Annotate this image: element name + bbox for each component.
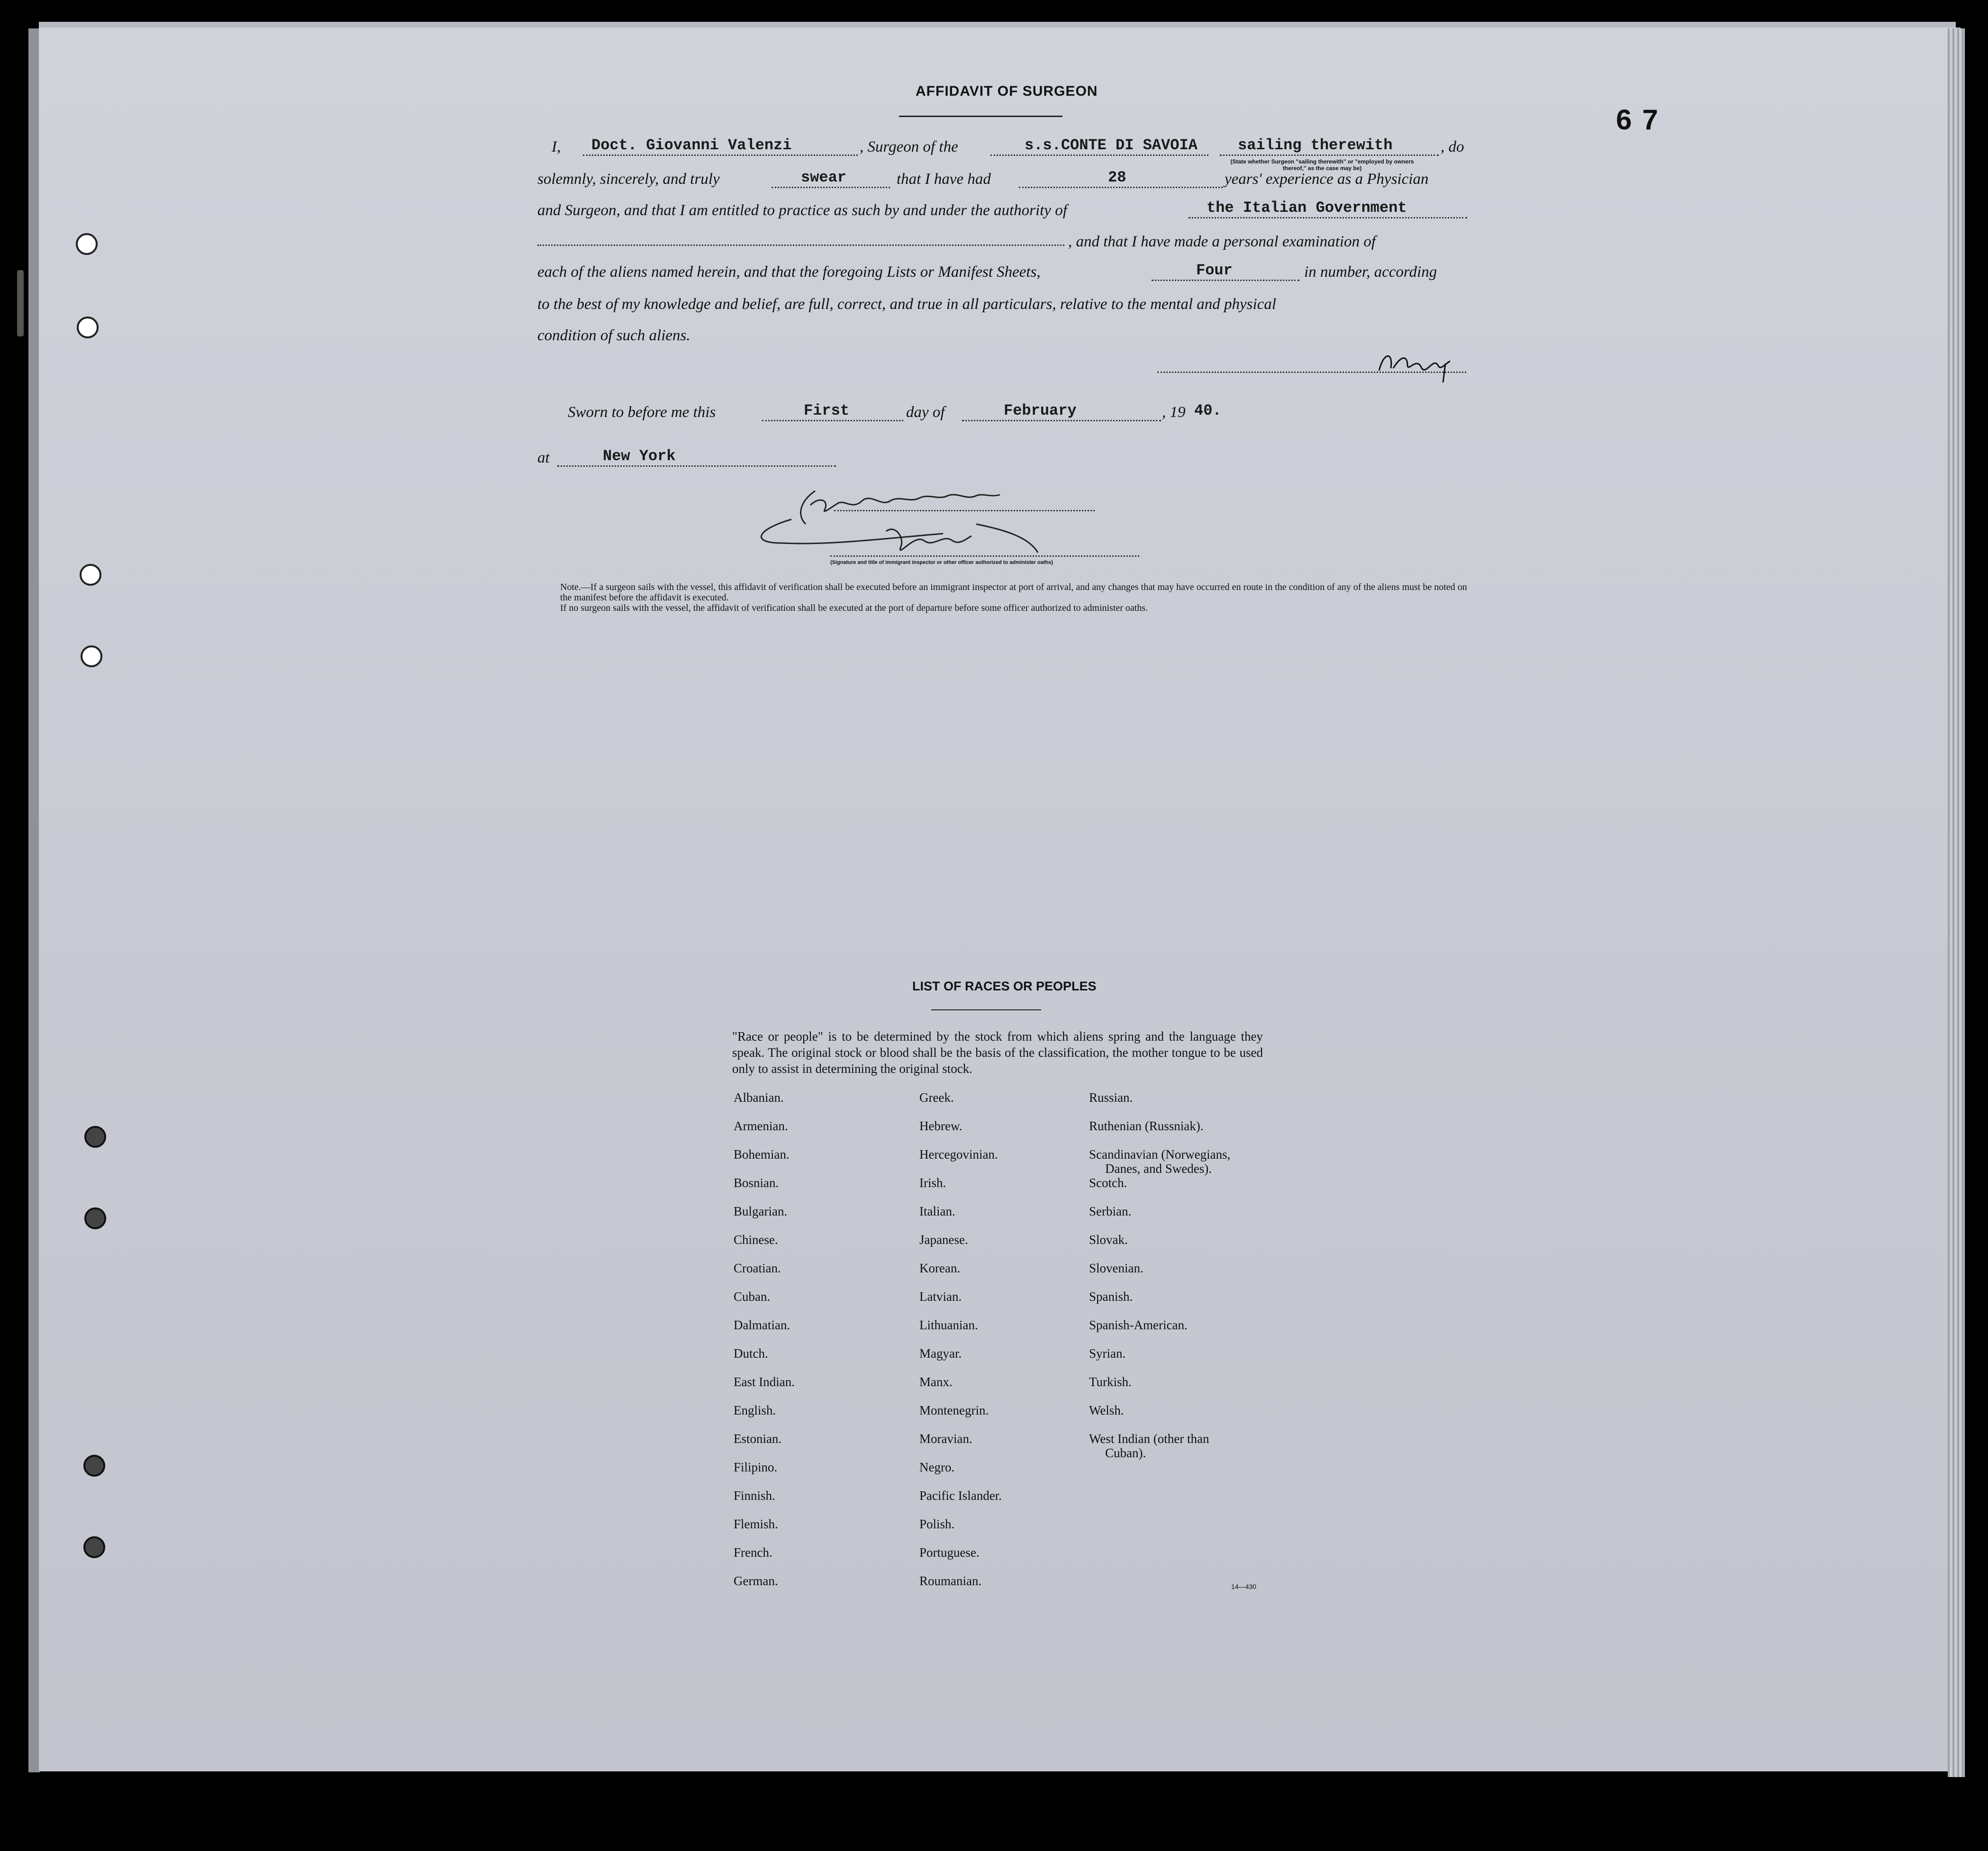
page-stack-edge bbox=[1948, 28, 1965, 1777]
race-entry: Russian. bbox=[1089, 1090, 1133, 1105]
note-paragraph: If no surgeon sails with the vessel, the affidavit of verification shall be executed at the port of departure before some officer authorized to administer oaths. bbox=[560, 603, 1148, 613]
affidavit-text: solemnly, sincerely, and truly bbox=[537, 171, 720, 188]
race-entry: Spanish-American. bbox=[1089, 1318, 1188, 1332]
blank-line bbox=[1189, 217, 1467, 218]
blank-line bbox=[537, 245, 1064, 246]
race-entry: Armenian. bbox=[734, 1119, 788, 1133]
race-entry: Slovenian. bbox=[1089, 1261, 1144, 1275]
race-entry: Polish. bbox=[919, 1517, 955, 1531]
race-entry: Filipino. bbox=[734, 1460, 778, 1474]
punch-hole bbox=[84, 1207, 106, 1229]
race-entry: Italian. bbox=[919, 1204, 955, 1218]
race-entry: Flemish. bbox=[734, 1517, 778, 1531]
race-entry: Pacific Islander. bbox=[919, 1488, 1002, 1503]
race-entry: Japanese. bbox=[919, 1233, 968, 1247]
races-intro: "Race or people" is to be determined by the stock from which aliens spring and the language they speak. The original stock or blood shall be the basis of the classification, the mother tongue to be used only to assist in determining the original stock. bbox=[732, 1029, 1263, 1076]
race-entry: Bulgarian. bbox=[734, 1204, 788, 1218]
affidavit-text: condition of such aliens. bbox=[537, 327, 690, 344]
race-entry: Negro. bbox=[919, 1460, 955, 1474]
punch-hole bbox=[77, 317, 99, 338]
race-entry: Serbian. bbox=[1089, 1204, 1132, 1218]
race-entry: Dalmatian. bbox=[734, 1318, 790, 1332]
race-entry: Spanish. bbox=[1089, 1289, 1133, 1304]
punch-hole bbox=[76, 233, 98, 255]
sworn-day: First bbox=[804, 402, 850, 419]
document-page bbox=[39, 27, 1961, 1771]
race-entry: Turkish. bbox=[1089, 1375, 1132, 1389]
race-entry: Dutch. bbox=[734, 1346, 768, 1361]
race-entry: Roumanian. bbox=[919, 1574, 982, 1588]
races-title: LIST OF RACES OR PEOPLES bbox=[912, 979, 1097, 993]
blank-line bbox=[762, 420, 903, 421]
blank-line bbox=[557, 465, 836, 467]
race-entry: Slovak. bbox=[1089, 1233, 1128, 1247]
race-entry: Irish. bbox=[919, 1176, 946, 1190]
race-entry: Danes, and Swedes). bbox=[1105, 1161, 1212, 1176]
blank-line bbox=[990, 154, 1208, 156]
official-caption: (Signature and title of immigrant inspector or other officer authorized to administer oaths) bbox=[830, 560, 1053, 565]
race-entry: Bohemian. bbox=[734, 1147, 790, 1161]
race-entry: Finnish. bbox=[734, 1488, 775, 1503]
sailing-status: sailing therewith bbox=[1238, 136, 1393, 154]
affidavit-text: , do bbox=[1441, 138, 1464, 155]
race-entry: Cuban). bbox=[1105, 1446, 1146, 1460]
punch-hole bbox=[83, 1536, 105, 1558]
race-entry: Lithuanian. bbox=[919, 1318, 978, 1332]
affidavit-text: to the best of my knowledge and belief, are full, correct, and true in all particulars, relative to the mental and physical bbox=[537, 296, 1276, 313]
affidavit-text: I, bbox=[552, 138, 561, 155]
race-entry: Bosnian. bbox=[734, 1176, 779, 1190]
race-entry: Welsh. bbox=[1089, 1403, 1124, 1417]
race-entry: Estonian. bbox=[734, 1432, 782, 1446]
race-entry: Greek. bbox=[919, 1090, 954, 1105]
official-signature bbox=[744, 481, 1123, 567]
race-entry: Magyar. bbox=[919, 1346, 962, 1361]
affidavit-note bbox=[560, 582, 1470, 613]
blank-line bbox=[1019, 187, 1223, 188]
punch-hole bbox=[84, 1126, 106, 1148]
race-entry: English. bbox=[734, 1403, 776, 1417]
race-entry: Hercegovinian. bbox=[919, 1147, 998, 1161]
race-entry: Portuguese. bbox=[919, 1545, 980, 1560]
surgeon-signature bbox=[1374, 342, 1460, 385]
race-entry: Moravian. bbox=[919, 1432, 972, 1446]
affidavit-text: day of bbox=[906, 404, 945, 421]
affidavit-text: at bbox=[537, 449, 550, 466]
race-entry: Montenegrin. bbox=[919, 1403, 989, 1417]
race-entry: Korean. bbox=[919, 1261, 961, 1275]
sworn-year: 40. bbox=[1194, 402, 1222, 419]
race-entry: Hebrew. bbox=[919, 1119, 962, 1133]
form-number: 14—430 bbox=[1231, 1583, 1256, 1590]
punch-hole bbox=[83, 1455, 105, 1477]
races-title-underline bbox=[931, 1009, 1041, 1010]
race-entry: Chinese. bbox=[734, 1233, 778, 1247]
race-entry: West Indian (other than bbox=[1089, 1432, 1209, 1446]
affidavit-text: that I have had bbox=[897, 171, 991, 188]
sheet-count: Four bbox=[1196, 262, 1233, 279]
vessel-name: s.s.CONTE DI SAVOIA bbox=[1025, 136, 1198, 154]
blank-line bbox=[583, 154, 858, 156]
affidavit-text: , and that I have made a personal examination of bbox=[1068, 233, 1376, 250]
binder-tab bbox=[17, 270, 24, 336]
affidavit-text: each of the aliens named herein, and that the foregoing Lists or Manifest Sheets, bbox=[537, 263, 1041, 281]
affidavit-text: , 19 bbox=[1162, 404, 1186, 421]
surgeon-name: Doct. Giovanni Valenzi bbox=[591, 136, 792, 154]
race-entry: Ruthenian (Russniak). bbox=[1089, 1119, 1204, 1133]
affidavit-title: AFFIDAVIT OF SURGEON bbox=[916, 83, 1098, 99]
punch-hole bbox=[80, 564, 101, 586]
affidavit-text: and Surgeon, and that I am entitled to practice as such by and under the authority of bbox=[537, 202, 1067, 219]
race-entry: Syrian. bbox=[1089, 1346, 1126, 1361]
oath-word: swear bbox=[801, 169, 847, 186]
race-entry: Scandinavian (Norwegians, bbox=[1089, 1147, 1231, 1161]
page-number-mark: 67 bbox=[1616, 104, 1669, 136]
page-edge-left bbox=[28, 28, 40, 1772]
sworn-place: New York bbox=[603, 447, 676, 465]
signature-line bbox=[834, 510, 1095, 511]
blank-line bbox=[962, 420, 1161, 421]
race-entry: Croatian. bbox=[734, 1261, 781, 1275]
affidavit-text: in number, according bbox=[1304, 263, 1437, 281]
blank-line bbox=[1152, 280, 1299, 281]
signature-line bbox=[830, 555, 1139, 557]
years-experience: 28 bbox=[1108, 169, 1126, 186]
race-entry: Manx. bbox=[919, 1375, 953, 1389]
blank-line bbox=[772, 187, 890, 188]
race-entry: East Indian. bbox=[734, 1375, 795, 1389]
race-entry: Latvian. bbox=[919, 1289, 962, 1304]
affidavit-text: Sworn to before me this bbox=[568, 404, 716, 421]
race-entry: Cuban. bbox=[734, 1289, 771, 1304]
sailing-hint: (State whether Surgeon "sailing therewith" or "employed by owners thereof," as the case may be) bbox=[1230, 158, 1414, 172]
blank-line bbox=[1220, 154, 1439, 156]
race-entry: German. bbox=[734, 1574, 778, 1588]
race-entry: French. bbox=[734, 1545, 772, 1560]
affidavit-text: , Surgeon of the bbox=[860, 138, 958, 155]
race-entry: Scotch. bbox=[1089, 1176, 1127, 1190]
title-underline bbox=[899, 116, 1062, 117]
authority-name: the Italian Government bbox=[1207, 199, 1407, 217]
sworn-month: February bbox=[1004, 402, 1077, 419]
race-entry: Albanian. bbox=[734, 1090, 784, 1105]
note-paragraph: Note.—If a surgeon sails with the vessel, this affidavit of verification shall be executed before an immigrant inspector at port of arrival, and any changes that may have occurred en route in the condition of any of the aliens must be noted on the manifest before the affidavit is executed. bbox=[560, 582, 1467, 603]
punch-hole bbox=[81, 645, 102, 667]
affidavit-text: years' experience as a Physician bbox=[1225, 171, 1429, 188]
